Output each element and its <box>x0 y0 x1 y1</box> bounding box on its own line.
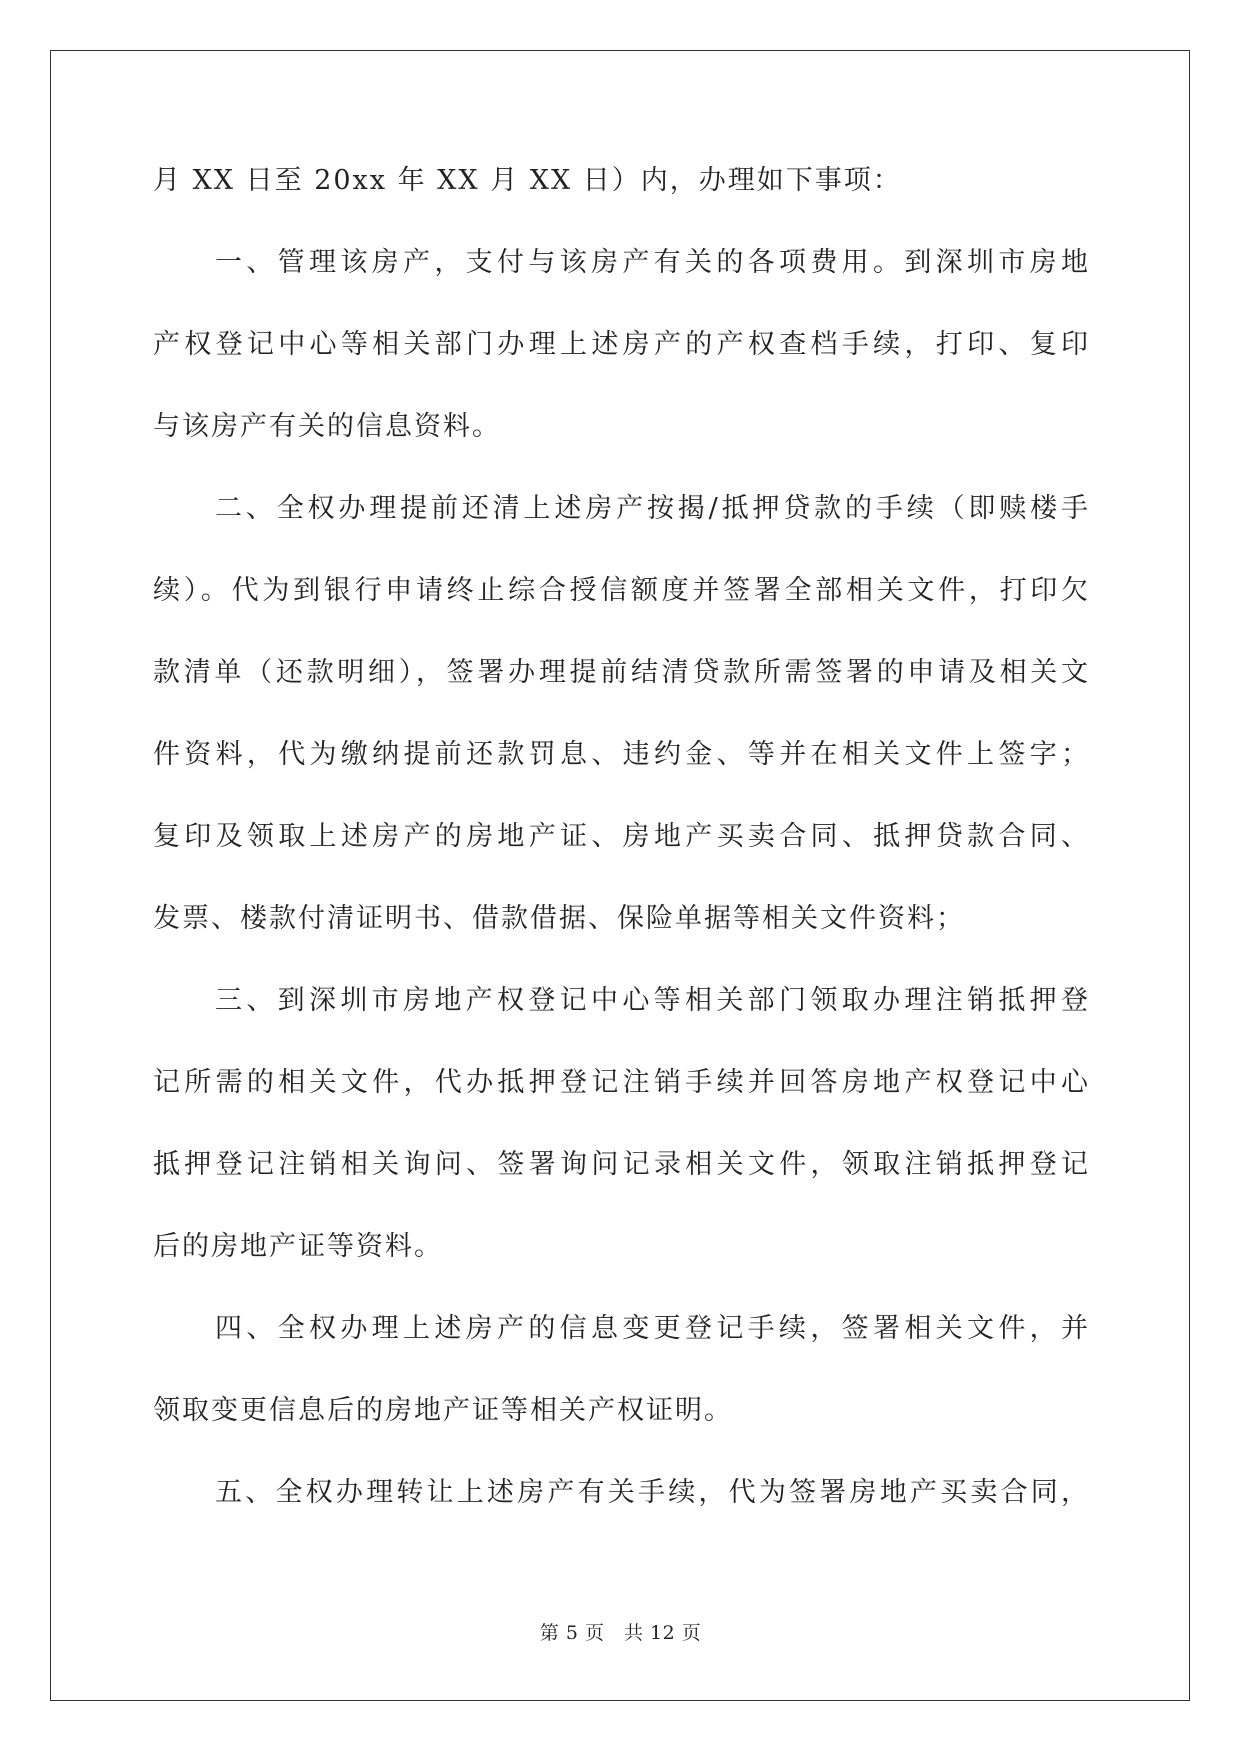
paragraph-3-line: 三、到深圳市房地产权登记中心等相关部门领取办理注销抵押登 <box>215 985 1088 1016</box>
paragraph-2-line: 件资料，代为缴纳提前还款罚息、违约金、等并在相关文件上签字； <box>153 739 1088 770</box>
paragraph-4-line: 四、全权办理上述房产的信息变更登记手续，签署相关文件，并 <box>215 1313 1088 1344</box>
paragraph-3-line: 后的房地产证等资料。 <box>153 1231 443 1262</box>
paragraph-4-line: 领取变更信息后的房地产证等相关产权证明。 <box>153 1395 733 1426</box>
paragraph-2-line: 复印及领取上述房产的房地产证、房地产买卖合同、抵押贷款合同、 <box>153 821 1088 852</box>
document-body <box>153 165 1088 1559</box>
paragraph-1-line: 产权登记中心等相关部门办理上述房产的产权查档手续，打印、复印 <box>153 329 1088 360</box>
paragraph-3-line: 记所需的相关文件，代办抵押登记注销手续并回答房地产权登记中心 <box>153 1067 1088 1098</box>
text-line: 月 XX 日至 20xx 年 XX 月 XX 日）内，办理如下事项： <box>153 165 902 196</box>
paragraph-2-line: 发票、楼款付清证明书、借款借据、保险单据等相关文件资料； <box>153 903 965 934</box>
page-number-footer: 第 5 页 共 12 页 <box>539 1622 702 1644</box>
paragraph-1-line: 与该房产有关的信息资料。 <box>153 411 501 442</box>
paragraph-2-line: 款清单（还款明细），签署办理提前结清贷款所需签署的申请及相关文 <box>153 657 1088 688</box>
paragraph-2-line: 续）。代为到银行申请终止综合授信额度并签署全部相关文件，打印欠 <box>153 575 1088 606</box>
paragraph-2-line: 二、全权办理提前还清上述房产按揭/抵押贷款的手续（即赎楼手 <box>215 493 1088 524</box>
paragraph-3-line: 抵押登记注销相关询问、签署询问记录相关文件，领取注销抵押登记 <box>153 1149 1088 1180</box>
paragraph-1-line: 一、管理该房产，支付与该房产有关的各项费用。到深圳市房地 <box>215 247 1088 278</box>
paragraph-5-line: 五、全权办理转让上述房产有关手续，代为签署房地产买卖合同， <box>215 1477 1088 1508</box>
